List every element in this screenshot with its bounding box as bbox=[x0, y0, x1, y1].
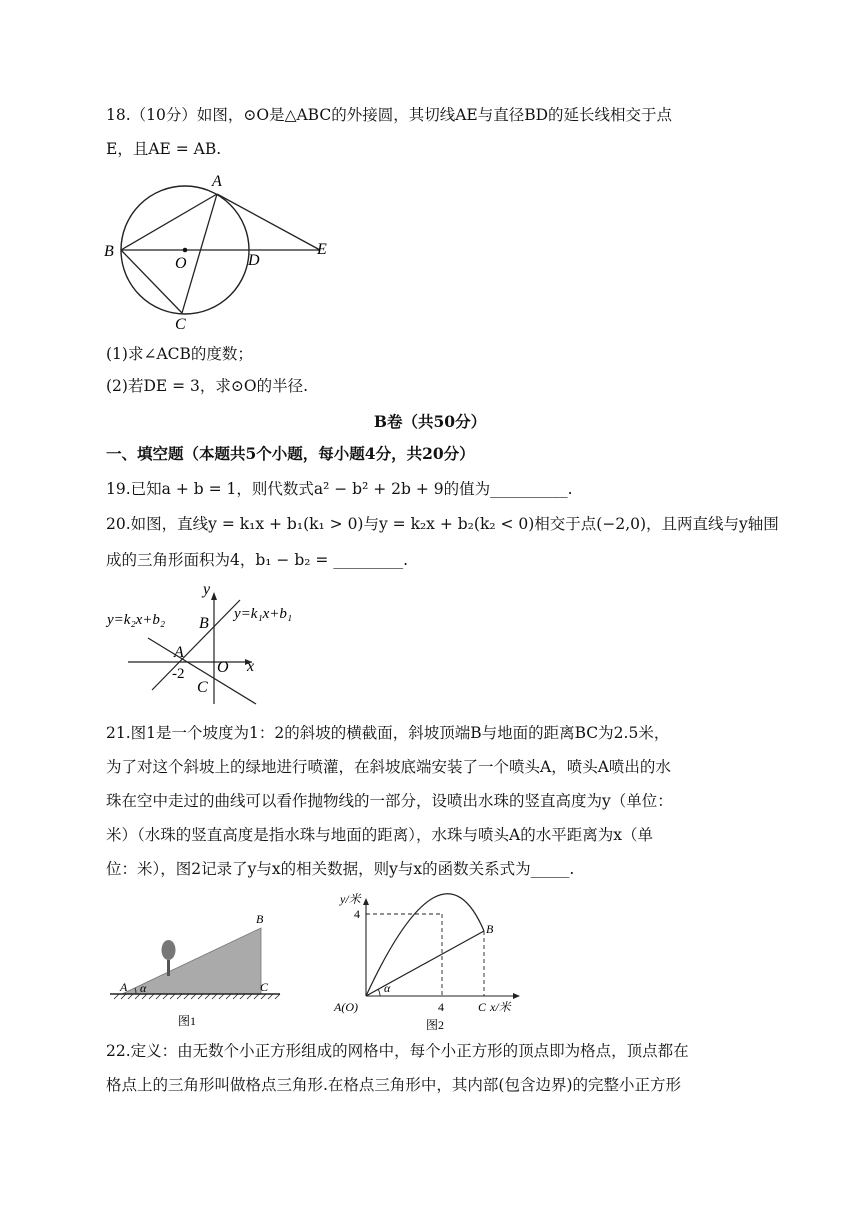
label-C: C bbox=[197, 679, 208, 696]
center-point bbox=[183, 248, 188, 253]
x-axis-arrow bbox=[513, 993, 520, 999]
angle-arc bbox=[378, 989, 380, 996]
label-line1: y=k₁x+b₁ bbox=[234, 606, 293, 622]
q18-part2: (2)若DE = 3，求⊙O的半径. bbox=[106, 377, 309, 395]
label-neg2: -2 bbox=[172, 666, 185, 682]
tangent-AE bbox=[217, 194, 320, 250]
q21-line5: 位：米），图2记录了y与x的相关数据，则y与x的函数关系式为_____. bbox=[106, 860, 575, 878]
label-E: E bbox=[317, 241, 327, 258]
ground-hatching bbox=[114, 994, 280, 999]
fig1-caption: 图1 bbox=[178, 1014, 197, 1028]
q19-text: 19.已知a + b = 1，则代数式a² − b² + 2b + 9的值为__________. bbox=[106, 480, 573, 498]
section-b-title: B卷（共50分） bbox=[373, 412, 487, 431]
label-C: C bbox=[478, 1000, 487, 1014]
label-A: A bbox=[212, 173, 222, 190]
section-b-heading: 一、填空题（本题共5个小题，每小题4分，共20分） bbox=[106, 444, 475, 463]
label-B: B bbox=[256, 912, 264, 926]
y-axis-arrow bbox=[211, 592, 217, 600]
line-k1 bbox=[152, 600, 240, 690]
label-A: A bbox=[174, 644, 184, 661]
label-x: x bbox=[247, 658, 255, 675]
q18-circle-figure bbox=[100, 170, 340, 332]
label-O: O bbox=[175, 255, 187, 272]
label-B: B bbox=[104, 243, 114, 260]
label-C: C bbox=[260, 980, 269, 994]
label-line2: y=k₂x+b₂ bbox=[107, 612, 166, 628]
q20-lines-figure bbox=[100, 580, 320, 710]
q21-line1: 21.图1是一个坡度为1：2的斜坡的横截面，斜坡顶端B与地面的距离BC为2.5米， bbox=[106, 724, 670, 742]
q18-part1: (1)求∠ACB的度数； bbox=[106, 345, 253, 363]
q21-line4: 米）（水珠的竖直高度是指水珠与地面的距离），水珠与喷头A的水平距离为x（单 bbox=[106, 826, 653, 844]
label-x-axis: x/米 bbox=[490, 1000, 511, 1014]
fig2-caption: 图2 bbox=[426, 1018, 445, 1032]
label-B: B bbox=[486, 922, 494, 936]
label-alpha: α bbox=[384, 981, 391, 995]
q21-line2: 为了对这个斜坡上的绿地进行喷灌，在斜坡底端安装了一个喷头A，喷头A喷出的水 bbox=[106, 758, 671, 776]
q22-line1: 22.定义：由无数个小正方形组成的网格中，每个小正方形的顶点即为格点，顶点都在 bbox=[106, 1042, 689, 1060]
label-origin: A(O) bbox=[334, 1000, 358, 1014]
tick-x4: 4 bbox=[438, 1000, 444, 1014]
label-A: A bbox=[120, 980, 128, 994]
q18-line2: E，且AE = AB. bbox=[106, 140, 222, 158]
q22-line2: 格点上的三角形叫做格点三角形.在格点三角形中，其内部(包含边界)的完整小正方形 bbox=[106, 1076, 682, 1094]
q21-line3: 珠在空中走过的曲线可以看作抛物线的一部分，设喷出水珠的竖直高度为y（单位： bbox=[106, 792, 673, 810]
tree-crown bbox=[162, 940, 176, 960]
q18-line1: 18.（10分）如图，⊙O是△ABC的外接圆，其切线AE与直径BD的延长线相交于点 bbox=[106, 106, 673, 124]
tree-trunk bbox=[167, 960, 170, 976]
label-B: B bbox=[199, 615, 209, 632]
label-O: O bbox=[217, 659, 229, 676]
label-alpha: α bbox=[140, 981, 147, 995]
label-y-axis: y/米 bbox=[340, 892, 361, 906]
label-C: C bbox=[175, 316, 186, 332]
q21-fig2-graph bbox=[326, 886, 536, 1036]
q20-line1: 20.如图，直线y = k₁x + b₁(k₁ > 0)与y = k₂x + b₂(k₂ < 0)相交于点(−2,0)，且两直线与y轴围 bbox=[106, 515, 779, 533]
label-y: y bbox=[203, 581, 211, 598]
q20-line2: 成的三角形面积为4，b₁ − b₂ = _________. bbox=[106, 551, 408, 569]
y-axis-arrow bbox=[363, 898, 369, 905]
line-BC bbox=[121, 250, 182, 313]
label-D: D bbox=[248, 252, 260, 269]
tick-y4: 4 bbox=[354, 907, 360, 921]
q21-fig1-slope bbox=[106, 905, 286, 1035]
